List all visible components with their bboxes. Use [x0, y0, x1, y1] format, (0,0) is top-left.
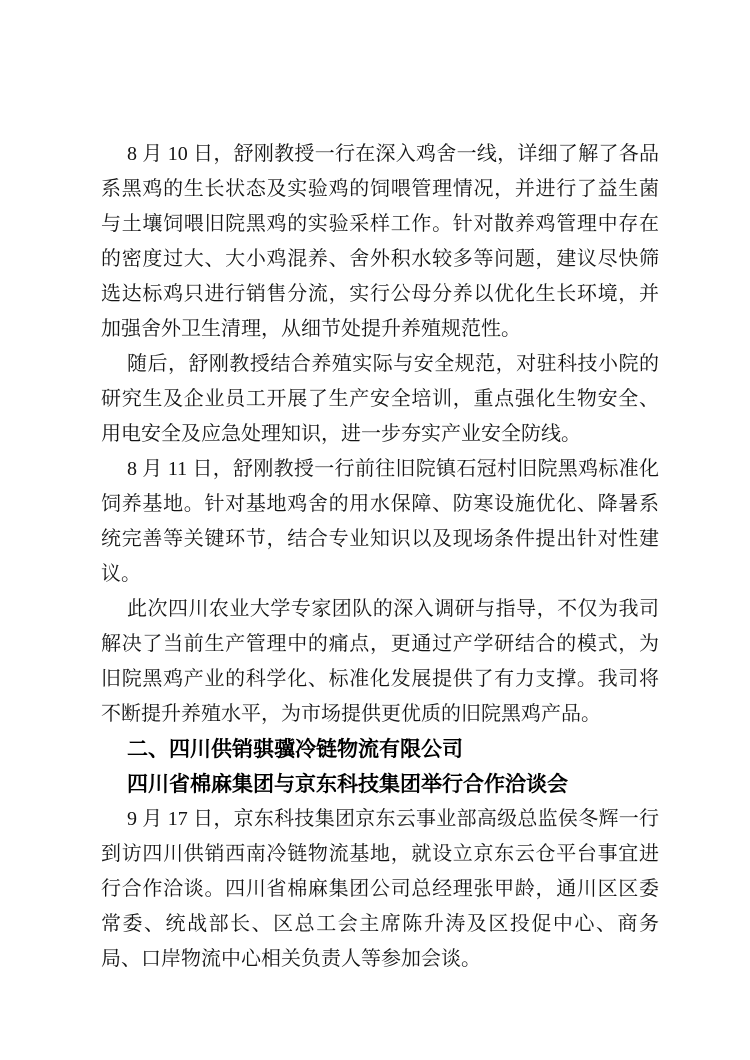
paragraph: 此次四川农业大学专家团队的深入调研与指导，不仅为我司解决了当前生产管理中的痛点，更通过产学研结合的模式，为旧院黑鸡产业的科学化、标准化发展提供了有力支撑。我司将不断提升养殖水平，为市场提供更优质的旧院黑鸡产品。	[101, 598, 659, 725]
section-heading: 二、四川供销骐骥冷链物流有限公司	[127, 738, 463, 761]
paragraph: 随后，舒刚教授结合养殖实际与安全规范，对驻科技小院的研究生及企业员工开展了生产安全培训，重点强化生物安全、用电安全及应急处理知识，进一步夯实产业安全防线。	[101, 353, 659, 445]
subsection-heading: 四川省棉麻集团与京东科技集团举行合作洽谈会	[127, 772, 568, 796]
document-body	[101, 137, 659, 977]
paragraph: 8 月 10 日，舒刚教授一行在深入鸡舍一线，详细了解了各品系黑鸡的生长状态及实验鸡的饲喂管理情况，并进行了益生菌与土壤饲喂旧院黑鸡的实验采样工作。针对散养鸡管理中存在的密度过大、大小鸡混养、舍外积水较多等问题，建议尽快筛选达标鸡只进行销售分流，实行公母分养以优化生长环境，并加强舍外卫生清理，从细节处提升养殖规范性。	[101, 143, 659, 340]
paragraph: 8 月 11 日，舒刚教授一行前往旧院镇石冠村旧院黑鸡标准化饲养基地。针对基地鸡舍的用水保障、防寒设施优化、降暑系统完善等关键环节，结合专业知识以及现场条件提出针对性建议。	[101, 458, 659, 585]
paragraph: 9 月 17 日，京东科技集团京东云事业部高级总监侯冬辉一行到访四川供销西南冷链物流基地，就设立京东云仓平台事宜进行合作洽谈。四川省棉麻集团公司总经理张甲龄，通川区区委常委、统战部长、区总工会主席陈升涛及区投促中心、商务局、口岸物流中心相关负责人等参加会谈。	[101, 808, 659, 970]
